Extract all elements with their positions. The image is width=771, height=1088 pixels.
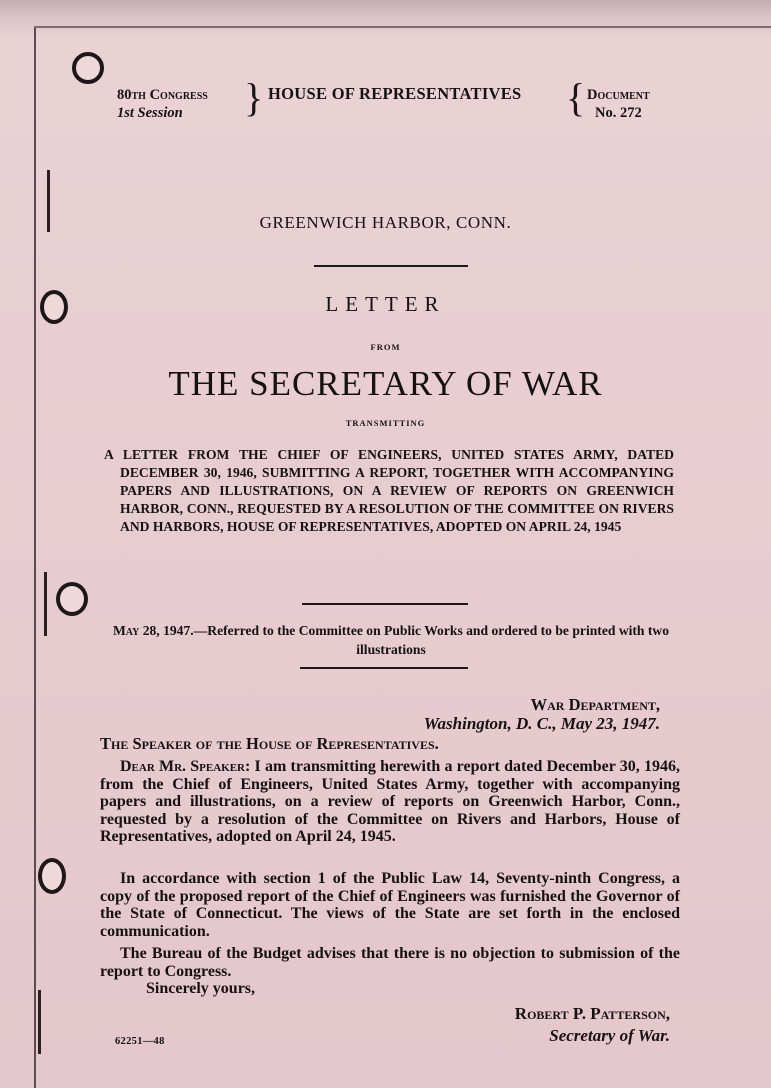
- referral-note: [102, 621, 680, 659]
- binder-hole-icon: [72, 52, 104, 84]
- signer-title: Secretary of War.: [549, 1026, 670, 1045]
- letter-paragraph-1: [100, 758, 680, 846]
- divider-rule: [300, 667, 468, 669]
- binder-hole-icon: [38, 858, 66, 894]
- document-description: [104, 446, 674, 536]
- from-label: FROM: [370, 342, 401, 352]
- referral-text: —Referred to the Committee on Public Works and ordered to be printed with two illustrations: [193, 623, 670, 657]
- letter-heading: LETTER: [325, 292, 446, 316]
- letter-paragraph-2: In accordance with section 1 of the Public Law 14, Seventy-ninth Congress, a copy of the proposed report of the Chief of Engineers was furnished the Governor of the State of Connecticut. The views of the State are set forth in the enclosed communication.: [100, 870, 680, 940]
- document-number-label: [587, 86, 687, 122]
- referral-date: May 28, 1947.: [112, 623, 194, 638]
- signer-name: Robert P. Patterson,: [514, 1004, 670, 1023]
- congress-label: 80th Congress: [117, 87, 208, 103]
- brace-icon: {: [566, 75, 586, 120]
- binder-hole-icon: [56, 582, 88, 616]
- divider-rule: [302, 603, 468, 605]
- session-label: 1st Session: [117, 105, 183, 121]
- document-place-title: GREENWICH HARBOR, CONN.: [259, 213, 512, 232]
- page-edge-left: [34, 28, 36, 1088]
- letter-addressee: The Speaker of the House of Representatives.: [100, 734, 439, 753]
- document-label: Document: [587, 87, 650, 103]
- letter-closing: Sincerely yours,: [146, 980, 256, 997]
- transmitting-label: TRANSMITTING: [345, 418, 426, 428]
- sender-heading: THE SECRETARY OF WAR: [168, 364, 603, 403]
- scan-shadow: [0, 0, 771, 40]
- department-name: War Department,: [530, 695, 660, 714]
- margin-mark: [38, 990, 41, 1054]
- divider-rule: [314, 265, 468, 267]
- description-text: A LETTER FROM THE CHIEF OF ENGINEERS, UNITED STATES ARMY, DATED DECEMBER 30, 1946, SUBMITTING A REPORT, TOGETHER WITH ACCOMPANYING PAPERS AND ILLUSTRATIONS, ON A REVIEW OF REPORTS ON GREENWICH HARBOR, CONN., REQUESTED BY A RESOLUTION OF THE COMMITTEE ON RIVERS AND HARBORS, HOUSE OF REPRESENTATIVES, ADOPTED ON APRIL 24, 1945: [104, 447, 674, 534]
- paragraph-1-text: I am transmitting herewith a report dated December 30, 1946, from the Chief of Engineers, United States Army, together with accompanying papers and illustrations, on a review of reports on Greenwich Harbor, Conn., requested by a resolution of the Committee on Rivers and Harbors, House of Representatives, adopted on April 24, 1945.: [100, 758, 680, 845]
- letter-paragraph-3: The Bureau of the Budget advises that there is no objection to submission of the report to Congress.: [100, 945, 680, 980]
- chamber-label: HOUSE OF REPRESENTATIVES: [268, 84, 522, 103]
- brace-icon: }: [244, 75, 264, 120]
- print-code: 62251—48: [115, 1036, 165, 1047]
- letter-place-date: Washington, D. C., May 23, 1947.: [423, 714, 660, 733]
- document-number: No. 272: [595, 105, 642, 121]
- salutation: Dear Mr. Speaker:: [120, 758, 251, 775]
- margin-mark: [44, 572, 47, 636]
- page-edge-top: [34, 26, 771, 28]
